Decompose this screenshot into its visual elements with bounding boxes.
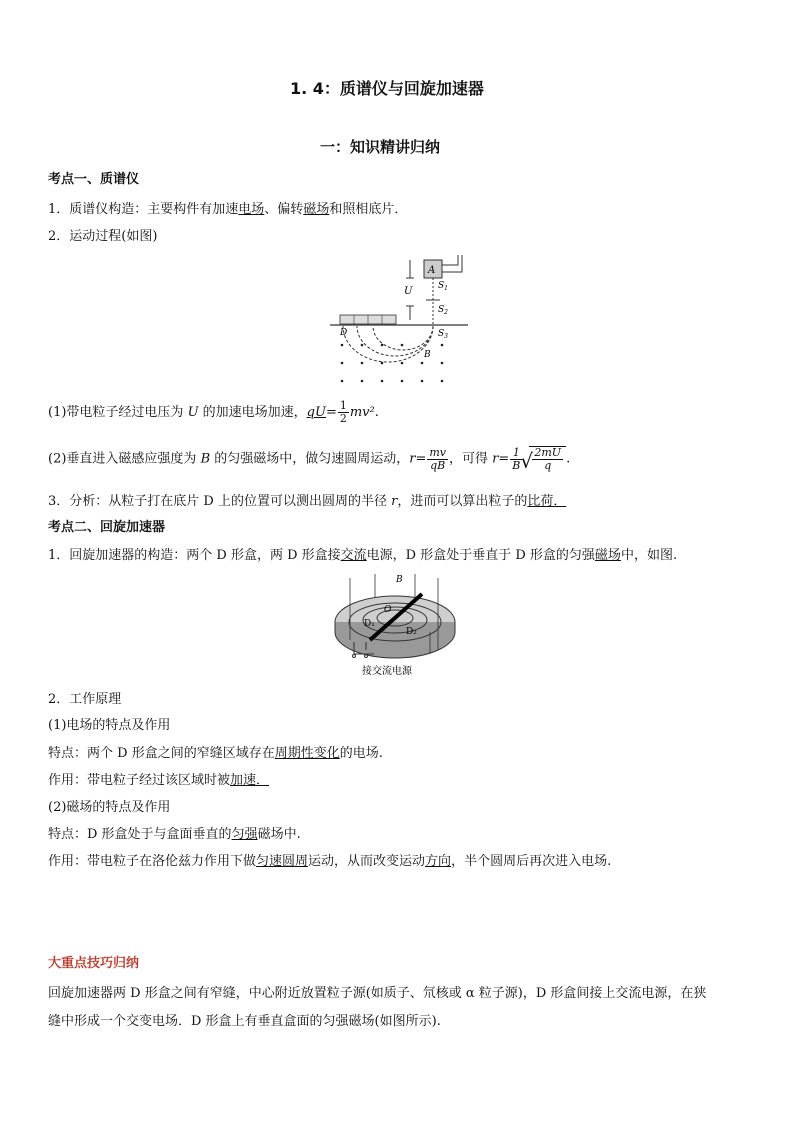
cyclotron-figure — [330, 570, 470, 680]
key-points-line-2: 缝中形成一个交变电场．D 形盒上有垂直盒面的匀强磁场(如图所示). — [48, 1014, 441, 1029]
motion-process: 2．运动过程(如图) — [48, 229, 158, 244]
cyclotron-structure: 1．回旋加速器的构造：两个 D 形盒，两 D 形盒接交流电源，D 形盒处于垂直于 D 形盒的匀强磁场中，如图. — [48, 548, 678, 563]
svg-text:S1: $S_1$ — [438, 281, 448, 292]
working-principle: 2．工作原理 — [48, 692, 122, 707]
mass-spec-structure: 1．质谱仪构造：主要构件有加速电场、偏转磁场和照相底片． — [48, 202, 408, 217]
mass-spectrometer-figure — [330, 250, 480, 390]
label-D1: D₁ — [364, 619, 375, 629]
label-A: A — [428, 265, 436, 276]
electric-field-heading: (1)电场的特点及作用 — [48, 718, 171, 733]
radius-formula-line: (2)垂直进入磁感应强度为 B 的匀强磁场中，做匀速圆周运动，r= $\frac{mv}{qB}$ ，可得 r= $\frac{1}{B}$ √ $\frac{2mU}{q}$ . — [48, 446, 570, 472]
svg-text:S3: $S_3$ — [438, 329, 448, 340]
magnetic-field-heading: (2)磁场的特点及作用 — [48, 800, 171, 815]
key-points-heading: 大重点技巧归纳 — [48, 956, 140, 971]
label-B: B — [424, 350, 431, 360]
section-heading: 一：知识精讲归纳 — [320, 138, 441, 156]
electric-field-feature: 特点：两个 D 形盒之间的窄缝区域存在周期性变化的电场. — [48, 746, 383, 761]
topic-heading-2: 考点二、回旋加速器 — [48, 520, 166, 535]
magnetic-field-function: 作用：带电粒子在洛伦兹力作用下做匀速圆周运动，从而改变运动方向，半个圆周后再次进入电场. — [48, 854, 612, 869]
label-B-field: B — [396, 575, 403, 585]
page-title: 1. 4：质谱仪与回旋加速器 — [290, 79, 484, 98]
label-O: O — [384, 605, 392, 615]
figure-caption: 接交流电源 — [362, 666, 412, 677]
key-points-line-1: 回旋加速器两 D 形盒之间有窄缝，中心附近放置粒子源(如质子、氘核或 α 粒子源)，D 形盒间接上交流电源，在狭 — [48, 986, 707, 1001]
electric-field-function: 作用：带电粒子经过该区域时被加速． — [48, 773, 270, 788]
label-D2: D₂ — [406, 627, 417, 637]
magnetic-field-feature: 特点：D 形盒处于与盒面垂直的匀强磁场中. — [48, 827, 301, 842]
topic-heading-1: 考点一、质谱仪 — [48, 172, 140, 187]
svg-text:S2: $S_2$ — [438, 305, 448, 316]
accel-formula-line: (1)带电粒子经过电压为 U 的加速电场加速，qU= $\frac{1}{2}$ mv². — [48, 399, 379, 425]
label-U: U — [404, 286, 413, 297]
label-D: D — [340, 328, 348, 338]
analysis-line: 3．分析：从粒子打在底片 D 上的位置可以测出圆周的半径 r，进而可以算出粒子的比荷． — [48, 494, 567, 509]
